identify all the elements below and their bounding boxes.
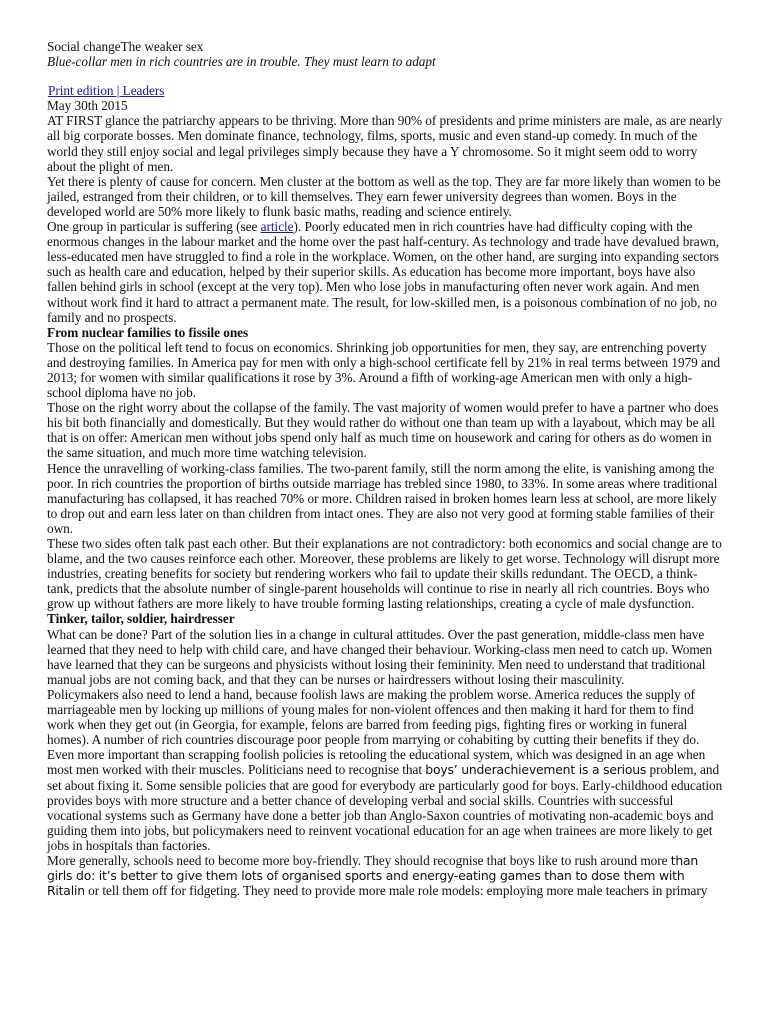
paragraph-7: These two sides often talk past each other. But their explanations are not contradictory: both economics and social change are to blame, and the two causes reinforce each other. Moreover, these problems are likely to get worse. Technology will disrupt more industries, creating benefits for society but rendering workers who fail to update their skills redundant. The OECD, a think-tank, predicts that the absolute number of single-parent households will continue to rise in nearly all rich countries. Boys who grow up without fathers are more likely to have trouble forming lasting relationships, creating a cycle of male dysfunction. xyxy=(47,536,722,612)
paragraph-1: AT FIRST glance the patriarchy appears to be thriving. More than 90% of presidents and prime ministers are male, as are nearly all big corporate bosses. Men dominate finance, technology, films, sports, music and even stand-up comedy. In much of the world they still enjoy social and legal privileges simply because they have a Y chromosome. So it might seem odd to worry about the plight of men. xyxy=(47,113,723,174)
paragraph-11-odd-font: than girls do: it’s better to give them lots of organised sports and energy-eating games than to dose them with Ritalin xyxy=(47,852,699,899)
subheading-tinker-tailor: Tinker, tailor, soldier, hairdresser xyxy=(47,611,235,627)
paragraph-11-start: More generally, schools need to become more boy-friendly. They should recognise that boys like to rush around more xyxy=(47,852,671,868)
paragraph-3 xyxy=(47,219,723,325)
article-title: The weaker sex xyxy=(120,39,204,54)
paragraph-11-end: or tell them off for fidgeting. They need to provide more male role models: employing more male teachers in primary xyxy=(84,883,708,899)
paragraph-3-start: One group in particular is suffering (see xyxy=(47,219,261,235)
spacer xyxy=(47,69,723,83)
paragraph-11 xyxy=(47,853,723,898)
paragraph-9: Policymakers also need to lend a hand, because foolish laws are making the problem worse. America reduces the supply of marriageable men by locking up millions of young males for non-violent offences and then making it hard for them to find work when they get out (in Georgia, for example, felons are barred from feeding pigs, fighting fires or working in funeral homes). A number of rich countries discourage poor people from marrying or cohabiting by cutting their benefits if they do. xyxy=(47,686,700,748)
article-kicker: Social change xyxy=(47,39,121,54)
article-heading xyxy=(47,39,723,54)
paragraph-6: Hence the unravelling of working-class families. The two-parent family, still the norm among the elite, is vanishing among the poor. In rich countries the proportion of births outside marriage has trebled since 1980, to 33%. In some areas where traditional manufacturing has collapsed, it has reached 70% or more. Children raised in broken homes learn less at school, are more likely to drop out and earn less later on than children from intact ones. They are also not very good at forming stable families of their own. xyxy=(47,460,718,536)
edition-line xyxy=(47,83,723,98)
print-edition-link[interactable]: Print edition | Leaders xyxy=(48,83,165,99)
article-subtitle: Blue-collar men in rich countries are in trouble. They must learn to adapt xyxy=(47,54,436,70)
paragraph-10-odd-font: boys’ underachievement is a serious xyxy=(425,762,647,778)
article xyxy=(47,39,723,898)
paragraph-10-end: problem, and set about fixing it. Some sensible policies that are good for everybody are particularly good for boys. Early-childhood education provides boys with more structure and a better chance of developing verbal and social skills. Countries with successful vocational systems such as Germany have done a better job than Anglo-Saxon countries of motivating non-academic boys and guiding them into jobs, but policymakers need to reinvent vocational education for an age when trainees are more likely to get jobs in hospitals than factories. xyxy=(47,762,723,853)
paragraph-8: What can be done? Part of the solution lies in a change in cultural attitudes. Over the past generation, middle-class men have learned that they need to help with child care, and have changed their behaviour. Working-class men need to catch up. Women have learned that they can be surgeons and physicists without losing their femininity. Men need to understand that traditional manual jobs are not coming back, and that they can be nurses or hairdressers without losing their masculinity. xyxy=(47,626,713,687)
article-date: May 30th 2015 xyxy=(47,98,128,114)
paragraph-10 xyxy=(47,747,723,853)
paragraph-2: Yet there is plenty of cause for concern. Men cluster at the bottom as well as the top. They are far more likely than women to be jailed, estranged from their children, or to kill themselves. They earn fewer university degrees than women. Boys in the developed world are 50% more likely to flunk basic maths, reading and science entirely. xyxy=(47,173,721,219)
paragraph-5: Those on the right worry about the collapse of the family. The vast majority of women would prefer to have a partner who does his bit both financially and domestically. But they would rather do without one than team up with a layabout, which may be all that is on offer: American men without jobs spend only half as much time on housework and caring for others as do women in the same situation, and much more time watching television. xyxy=(47,400,719,461)
subheading-nuclear-families: From nuclear families to fissile ones xyxy=(47,324,249,340)
paragraph-4: Those on the political left tend to focus on economics. Shrinking job opportunities for men, they say, are entrenching poverty and destroying families. In America pay for men with only a high-school certificate fell by 21% in real terms between 1979 and 2013; for women with similar qualifications it rose by 3%. Around a fifth of working-age American men with only a high-school diploma have no job. xyxy=(47,339,721,401)
paragraph-3-end: ). Poorly educated men in rich countries have had difficulty coping with the enormous changes in the labour market and the home over the past half-century. As technology and trade have devalued brawn, less-educated men have struggled to find a role in the workplace. Women, on the other hand, are surging into expanding sectors such as health care and education, helped by their superior skills. As education has become more important, boys have also fallen behind girls in school (except at the very top). Men who lose jobs in manufacturing often never work again. And men without work find it hard to attract a permanent mate. The result, for low-skilled men, is a poisonous combination of no job, no family and no prospects. xyxy=(47,219,720,325)
article-link[interactable]: article xyxy=(260,219,294,235)
paragraph-10-start: Even more important than scrapping foolish policies is retooling the educational system, which was designed in an age when most men worked with their muscles. Politicians need to recognise that xyxy=(47,747,706,778)
